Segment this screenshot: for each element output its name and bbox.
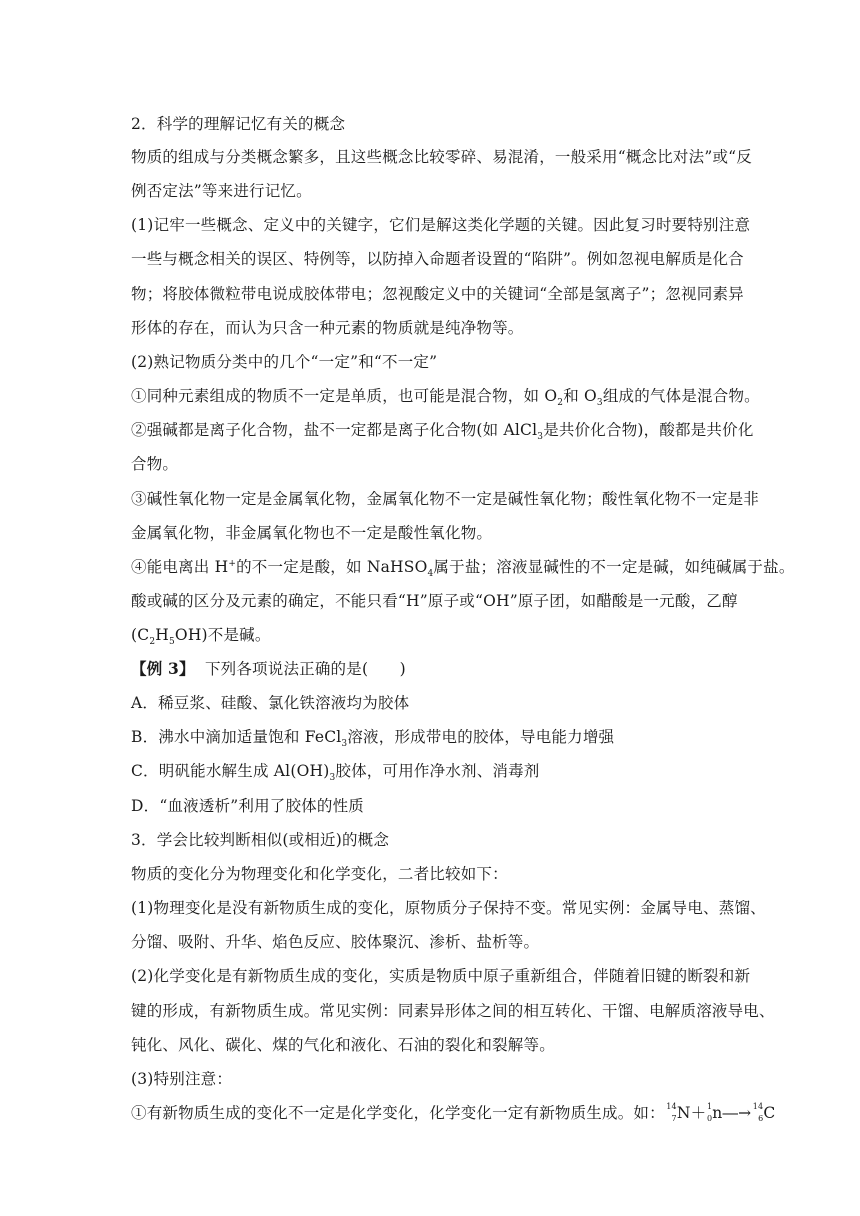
item4-line2: 酸或碱的区分及元素的确定，不能只看“H”原子或“OH”原子团，如醋酸是一元酸，乙醇 — [131, 592, 738, 610]
reaction-arrow: ―→ — [722, 1104, 752, 1122]
section2-heading: 2．科学的理解记忆有关的概念 — [131, 115, 346, 133]
section3-heading: 3．学会比较判断相似(或相近)的概念 — [131, 831, 390, 849]
item2-line1: ②强碱都是离子化合物，盐不一定都是离子化合物(如 AlCl$_3$是共价化合物)，酸都是共价化 — [131, 421, 754, 443]
section3-p3: (3)特别注意： — [131, 1070, 233, 1088]
example3-question — [131, 658, 731, 680]
example-label: 【例 3】 — [131, 659, 195, 678]
isotope-c14: 14 6 — [752, 1102, 764, 1123]
point2-title: (2)熟记物质分类中的几个“一定”和“不一定” — [131, 353, 438, 371]
option-a: A．稀豆浆、硅酸、氯化铁溶液均为胶体 — [131, 694, 410, 712]
point1-line3: 物；将胶体微粒带电说成胶体带电；忽视酸定义中的关键词“全部是氢离子”；忽视同素异 — [131, 285, 744, 303]
section3-p2-line1: (2)化学变化是有新物质生成的变化，实质是物质中原子重新组合，伴随着旧键的断裂和新 — [131, 967, 751, 985]
item4-line3: $(C_2H_5OH)$不是碱。 — [131, 626, 271, 648]
option-d: D．“血液透析”利用了胶体的性质 — [131, 797, 364, 815]
section2-intro-line2: 例否定法”等来进行记忆。 — [131, 182, 312, 200]
option-c: C．明矾能水解生成 $Al(OH)_3$胶体，可用作净水剂、消毒剂 — [131, 762, 540, 784]
example-question-text: 下列各项说法正确的是( ) — [204, 660, 406, 678]
point1-line2: 一些与概念相关的误区、特例等，以防掉入命题者设置的“陷阱”。例如忽视电解质是化合 — [131, 250, 744, 268]
item4-line1: ④能电离出 H+的不一定是酸，如 NaHSO$_4$属于盐；溶液显碱性的不一定是碱，如纯碱属于盐。 — [131, 558, 795, 580]
item3-line1: ③碱性氧化物一定是金属氧化物，金属氧化物不一定是碱性氧化物；酸性氧化物不一定是非 — [131, 490, 760, 508]
section3-p2-line3: 钝化、风化、碳化、煤的气化和液化、石油的裂化和裂解等。 — [131, 1036, 555, 1054]
note1-line: ①有新物质生成的变化不一定是化学变化，化学变化一定有新物质生成。如： 14 7 N＋ 1 0 n―→ 14 6 C — [131, 1102, 776, 1123]
section3-p2-line2: 键的形成，有新物质生成。常见实例：同素异形体之间的相互转化、干馏、电解质溶液导电、 — [131, 1002, 775, 1020]
item2-line2: 合物。 — [131, 455, 179, 473]
point1-line1: (1)记牢一些概念、定义中的关键字，它们是解这类化学题的关键。因此复习时要特别注意 — [131, 216, 751, 234]
item1-line: ①同种元素组成的物质不一定是单质，也可能是混合物，如 $O_2$和 $O_3$组成的气体是混合物。 — [131, 387, 760, 409]
isotope-neutron: 1 0 — [706, 1102, 713, 1123]
point1-line4: 形体的存在，而认为只含一种元素的物质就是纯净物等。 — [131, 319, 524, 337]
section3-p1-line1: (1)物理变化是没有新物质生成的变化，原物质分子保持不变。常见实例：金属导电、蒸馏、 — [131, 899, 766, 917]
item3-line2: 金属氧化物，非金属氧化物也不一定是酸性氧化物。 — [131, 524, 493, 542]
section3-p1-line2: 分馏、吸附、升华、焰色反应、胶体聚沉、渗析、盐析等。 — [131, 933, 540, 951]
section2-intro-line1: 物质的组成与分类概念繁多，且这些概念比较零碎、易混淆，一般采用“概念比对法”或“反 — [131, 148, 752, 166]
section3-intro: 物质的变化分为物理变化和化学变化，二者比较如下： — [131, 865, 508, 883]
option-b: B．沸水中滴加适量饱和 FeCl$_3$溶液，形成带电的胶体，导电能力增强 — [131, 728, 615, 750]
isotope-n14: 14 7 — [666, 1102, 677, 1123]
